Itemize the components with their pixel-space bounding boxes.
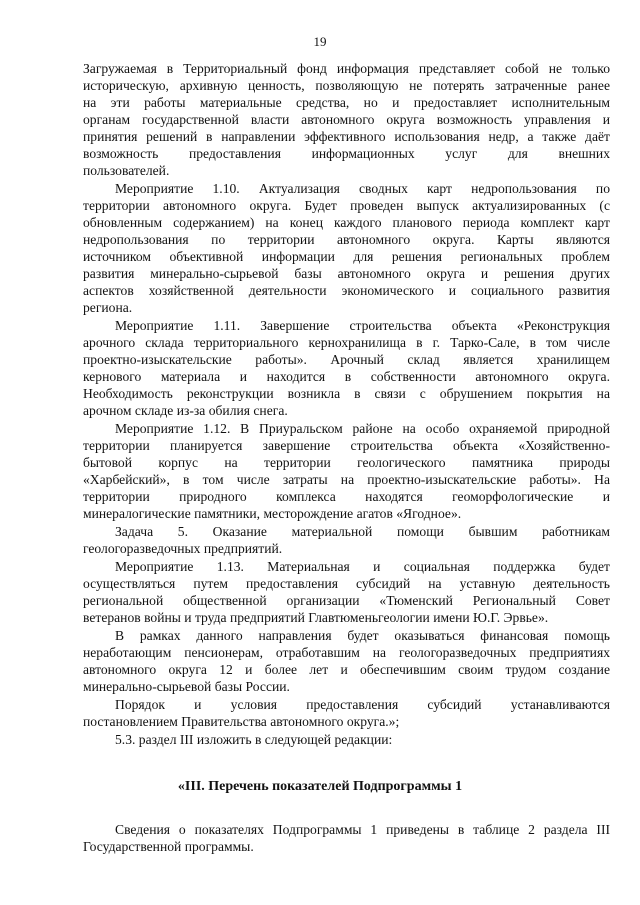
text-line: бытовой корпус на территории геологического памятника природы — [83, 455, 610, 470]
text-line: аспектов хозяйственной деятельности экономического и социального развития — [83, 283, 610, 298]
text-line: минералогические памятники, месторождение агатов «Ягодное». — [83, 506, 462, 521]
text-line: «Харбейский», в том числе затраты на проектно-изыскательские работы». На — [83, 472, 610, 487]
text-line: Загружаемая в Территориальный фонд информация представляет собой не только — [83, 61, 610, 76]
text-line: региона. — [83, 300, 133, 315]
text-line: Мероприятие 1.11. Завершение строительства объекта «Реконструкция — [115, 318, 610, 333]
text-line: Сведения о показателях Подпрограммы 1 приведены в таблице 2 раздела III — [115, 822, 610, 837]
text-line: принятия решений в направлении эффективного использования недр, а также даёт — [83, 129, 610, 144]
text-line: арочном складе из-за обилия снега. — [83, 403, 288, 418]
text-line: кернового материала и находится в собственности автономного округа. — [83, 369, 610, 384]
text-line: пользователей. — [83, 163, 170, 178]
text-line: В рамках данного направления будет оказываться финансовая помощь — [115, 628, 610, 643]
text-line: постановлением Правительства автономного округа.»; — [83, 714, 400, 729]
text-line: осуществляться путем предоставления субсидий на уставную деятельность — [83, 576, 610, 591]
text-line: арочного склада территориального кернохранилища в г. Тарко-Сале, в том числе — [83, 335, 610, 350]
text-line: Мероприятие 1.13. Материальная и социальная поддержка будет — [115, 559, 610, 574]
text-line: проектно-изыскательские работы». Арочный склад является хранилищем — [83, 352, 610, 367]
text-line: обновленным содержанием) на конец каждого планового периода комплект карт — [83, 215, 610, 230]
text-line: на эти работы материальные средства, но и предоставляет исполнительным — [83, 95, 610, 110]
text-line: Мероприятие 1.12. В Приуральском районе на особо охраняемой природной — [115, 421, 610, 436]
text-line: автономного округа 12 и более лет и обеспечившим своим трудом создание — [83, 662, 610, 677]
text-line: историческую, архивную ценность, позволяющую не потерять затраченные ранее — [83, 78, 610, 93]
text-line: неработающим пенсионерам, отработавшим на геологоразведочных предприятиях — [83, 645, 610, 660]
text-line: Задача 5. Оказание материальной помощи бывшим работникам — [115, 524, 610, 539]
page-number: 19 — [313, 34, 327, 49]
text-line: источником объективной информации для решения региональных проблем — [83, 249, 610, 264]
text-line: территории природного комплекса находятся геоморфологические и — [83, 489, 610, 504]
section-heading: «III. Перечень показателей Подпрограммы 1 — [177, 779, 463, 794]
text-line: Государственной программы. — [83, 839, 254, 854]
text-line: территории планируется завершение строительства объекта «Хозяйственно- — [83, 438, 610, 453]
text-line: Мероприятие 1.10. Актуализация сводных карт недропользования по — [115, 181, 610, 196]
text-line: возможность предоставления информационных услуг для внешних — [83, 146, 610, 161]
text-line: развития минерально-сырьевой базы автономного округа и решения других — [83, 266, 610, 281]
text-line: региональной общественной организации «Тюменский Региональный Совет — [83, 593, 610, 608]
text-line: недропользования по территории автономного округа. Карты являются — [83, 232, 610, 247]
text-line: ветеранов войны и труда предприятий Главтюменьгеологии имени Ю.Г. Эрвье». — [83, 610, 549, 625]
text-line: Необходимость реконструкции возникла в связи с обрушением покрытия на — [83, 386, 610, 401]
text-line: территории автономного округа. Будет проведен выпуск актуализированных (с — [83, 198, 610, 213]
text-line: геологоразведочных предприятий. — [83, 541, 283, 556]
text-line: 5.3. раздел III изложить в следующей редакции: — [115, 732, 393, 747]
text-line: минерально-сырьевой базы России. — [83, 679, 290, 694]
text-line: органам государственной власти автономного округа возможность управления и — [83, 112, 610, 127]
text-line: Порядок и условия предоставления субсидий устанавливаются — [115, 697, 610, 712]
